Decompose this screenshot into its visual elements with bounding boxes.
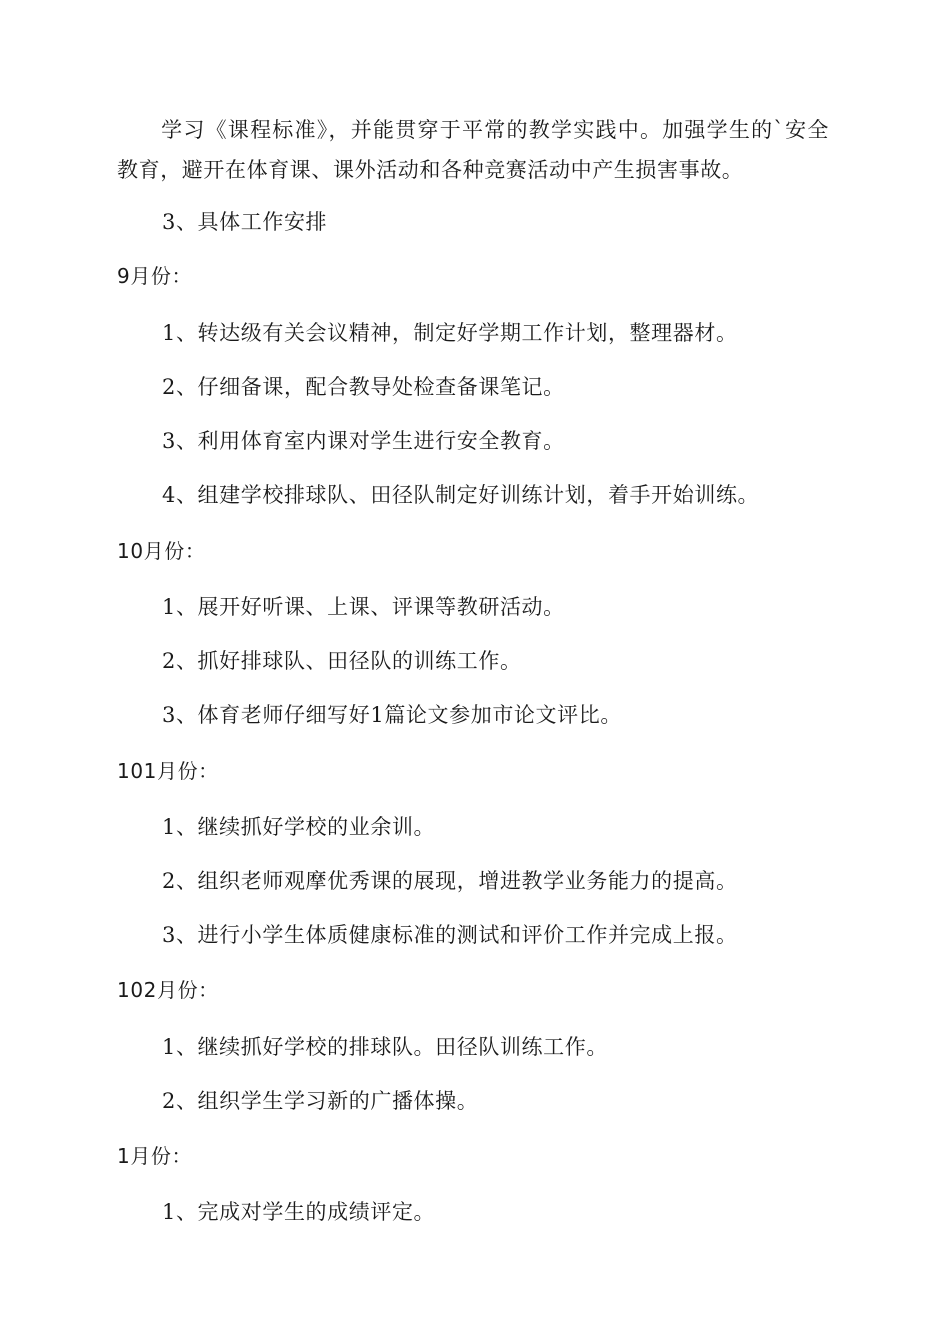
list-item: 1、继续抓好学校的业余训。: [162, 815, 436, 839]
list-item: 2、组织老师观摩优秀课的展现，增进教学业务能力的提高。: [162, 869, 738, 893]
month-heading: 1月份：: [117, 1144, 193, 1168]
list-item: 2、仔细备课，配合教导处检查备课笔记。: [162, 375, 565, 399]
list-item: 2、抓好排球队、田径队的训练工作。: [162, 649, 522, 673]
month-heading: 102月份：: [117, 978, 219, 1002]
list-item: 3、进行小学生体质健康标准的测试和评价工作并完成上报。: [162, 923, 738, 947]
list-item: 4、组建学校排球队、田径队制定好训练计划，着手开始训练。: [162, 483, 760, 507]
list-item: 2、组织学生学习新的广播体操。: [162, 1089, 479, 1113]
month-heading: 9月份：: [117, 264, 193, 288]
list-item: 1、转达级有关会议精神，制定好学期工作计划，整理器材。: [162, 321, 738, 345]
month-heading: 101月份：: [117, 759, 219, 783]
list-item: 3、体育老师仔细写好1篇论文参加市论文评比。: [162, 703, 622, 727]
section-heading: 3、具体工作安排: [162, 210, 328, 234]
month-heading: 10月份：: [117, 539, 206, 563]
intro-paragraph: 学习《课程标准》，并能贯穿于平常的教学实践中。加强学生的`安全教育，避开在体育课、课外活动和各种竞赛活动中产生损害事故。: [117, 118, 829, 182]
list-item: 1、展开好听课、上课、评课等教研活动。: [162, 595, 565, 619]
list-item: 1、继续抓好学校的排球队。田径队训练工作。: [162, 1035, 608, 1059]
list-item: 3、利用体育室内课对学生进行安全教育。: [162, 429, 565, 453]
list-item: 1、完成对学生的成绩评定。: [162, 1200, 436, 1224]
